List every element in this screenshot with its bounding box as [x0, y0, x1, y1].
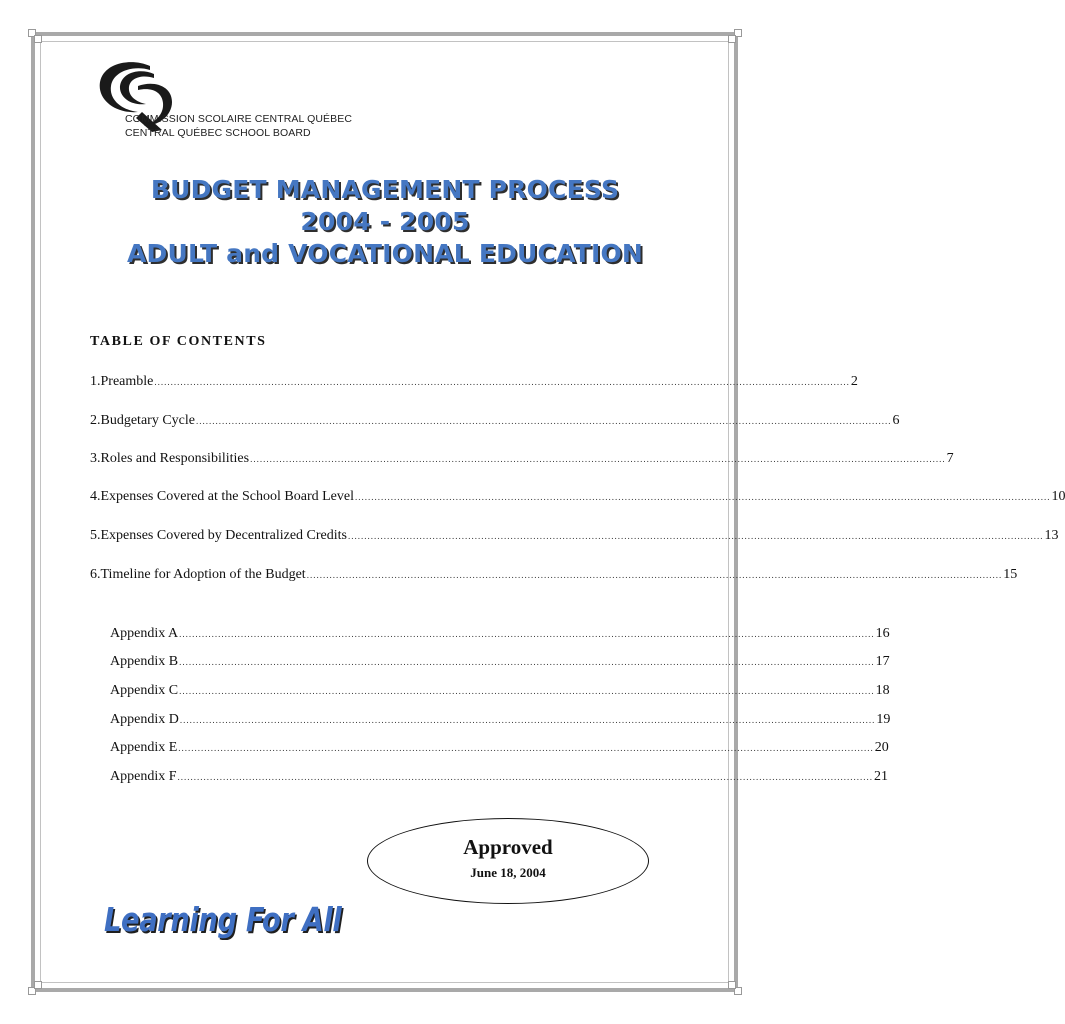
toc-appendix-entry[interactable]	[110, 740, 889, 756]
toc-entry[interactable]	[90, 528, 1059, 544]
organization-name-fr: COMMISSION SCOLAIRE CENTRAL QUÉBEC	[125, 113, 353, 125]
toc-entry-number: 5.	[90, 528, 101, 543]
toc-entry-label: Appendix B	[110, 654, 179, 669]
toc-entry-page: 20	[874, 740, 889, 755]
toc-entry-label: Appendix F	[110, 769, 177, 784]
toc-entry-page: 16	[875, 626, 890, 641]
toc-entry-number: 2.	[90, 413, 101, 428]
toc-entry-page: 15	[1003, 567, 1018, 582]
toc-entry-page: 19	[876, 712, 891, 727]
toc-entry-page: 10	[1051, 489, 1065, 504]
toc-entry-page: 6	[892, 413, 900, 428]
toc-appendix-entry[interactable]	[110, 769, 888, 785]
toc-entry-page: 7	[946, 451, 954, 466]
slogan: Learning For All	[104, 900, 342, 939]
toc-entry[interactable]	[90, 451, 954, 467]
toc-entry-page: 18	[875, 683, 890, 698]
toc-appendix-entry[interactable]	[110, 626, 890, 642]
toc-entry-label: Preamble	[100, 374, 154, 389]
document-title-line3: ADULT and VOCATIONAL EDUCATION	[126, 239, 644, 268]
document-title-line2: 2004 - 2005	[300, 207, 470, 236]
toc-entry-label: Expenses Covered by Decentralized Credits	[100, 528, 347, 543]
toc-entry-label: Expenses Covered at the School Board Level	[100, 489, 354, 504]
toc-appendix-entry[interactable]	[110, 712, 891, 728]
toc-entry-label: Appendix D	[110, 712, 179, 727]
toc-entry-label: Timeline for Adoption of the Budget	[100, 567, 306, 582]
toc-entry[interactable]	[90, 489, 1065, 505]
toc-entry[interactable]	[90, 567, 1018, 583]
toc-entry-page: 2	[850, 374, 858, 389]
toc-appendix-entry[interactable]	[110, 683, 890, 699]
dot-leader: ......................................................................................................................................................................................................................	[250, 454, 946, 464]
approval-date: June 18, 2004	[470, 865, 546, 880]
corner-ornament-bottom-left	[28, 981, 42, 995]
dot-leader: ......................................................................................................................................................................................................................	[154, 377, 850, 387]
corner-ornament-top-left	[28, 29, 42, 43]
toc-entry-label: Appendix E	[110, 740, 178, 755]
dot-leader: ......................................................................................................................................................................................................................	[347, 531, 1044, 541]
document-title-line1: BUDGET MANAGEMENT PROCESS	[150, 175, 620, 204]
organization-name	[125, 112, 352, 140]
dot-leader: ......................................................................................................................................................................................................................	[179, 715, 876, 725]
corner-ornament-bottom-right	[728, 981, 742, 995]
organization-name-en: CENTRAL QUÉBEC SCHOOL BOARD	[125, 127, 311, 139]
toc-entry[interactable]	[90, 413, 900, 429]
toc-entry-page: 13	[1044, 528, 1059, 543]
approval-label: Approved	[463, 835, 553, 859]
toc-entry-number: 1.	[90, 374, 101, 389]
corner-ornament-top-right	[728, 29, 742, 43]
dot-leader: ......................................................................................................................................................................................................................	[195, 416, 892, 426]
toc-entry-label: Appendix A	[110, 626, 179, 641]
dot-leader: ......................................................................................................................................................................................................................	[177, 772, 873, 782]
toc-appendix-entry[interactable]	[110, 654, 890, 670]
toc-entry[interactable]	[90, 374, 858, 390]
toc-entry-number: 6.	[90, 567, 101, 582]
toc-entry-number: 4.	[90, 489, 101, 504]
dot-leader: ......................................................................................................................................................................................................................	[306, 570, 1003, 580]
toc-heading: TABLE OF CONTENTS	[90, 334, 267, 349]
toc-entry-page: 17	[875, 654, 890, 669]
approval-stamp	[367, 818, 649, 904]
dot-leader: ......................................................................................................................................................................................................................	[179, 657, 875, 667]
toc-entry-label: Budgetary Cycle	[100, 413, 195, 428]
toc-entry-label: Appendix C	[110, 683, 179, 698]
toc-entry-label: Roles and Responsibilities	[100, 451, 250, 466]
toc-entry-number: 3.	[90, 451, 101, 466]
dot-leader: ......................................................................................................................................................................................................................	[178, 743, 874, 753]
dot-leader: ......................................................................................................................................................................................................................	[179, 629, 875, 639]
dot-leader: ......................................................................................................................................................................................................................	[179, 686, 875, 696]
toc-entry-page: 21	[874, 769, 888, 784]
dot-leader: ......................................................................................................................................................................................................................	[354, 492, 1051, 502]
